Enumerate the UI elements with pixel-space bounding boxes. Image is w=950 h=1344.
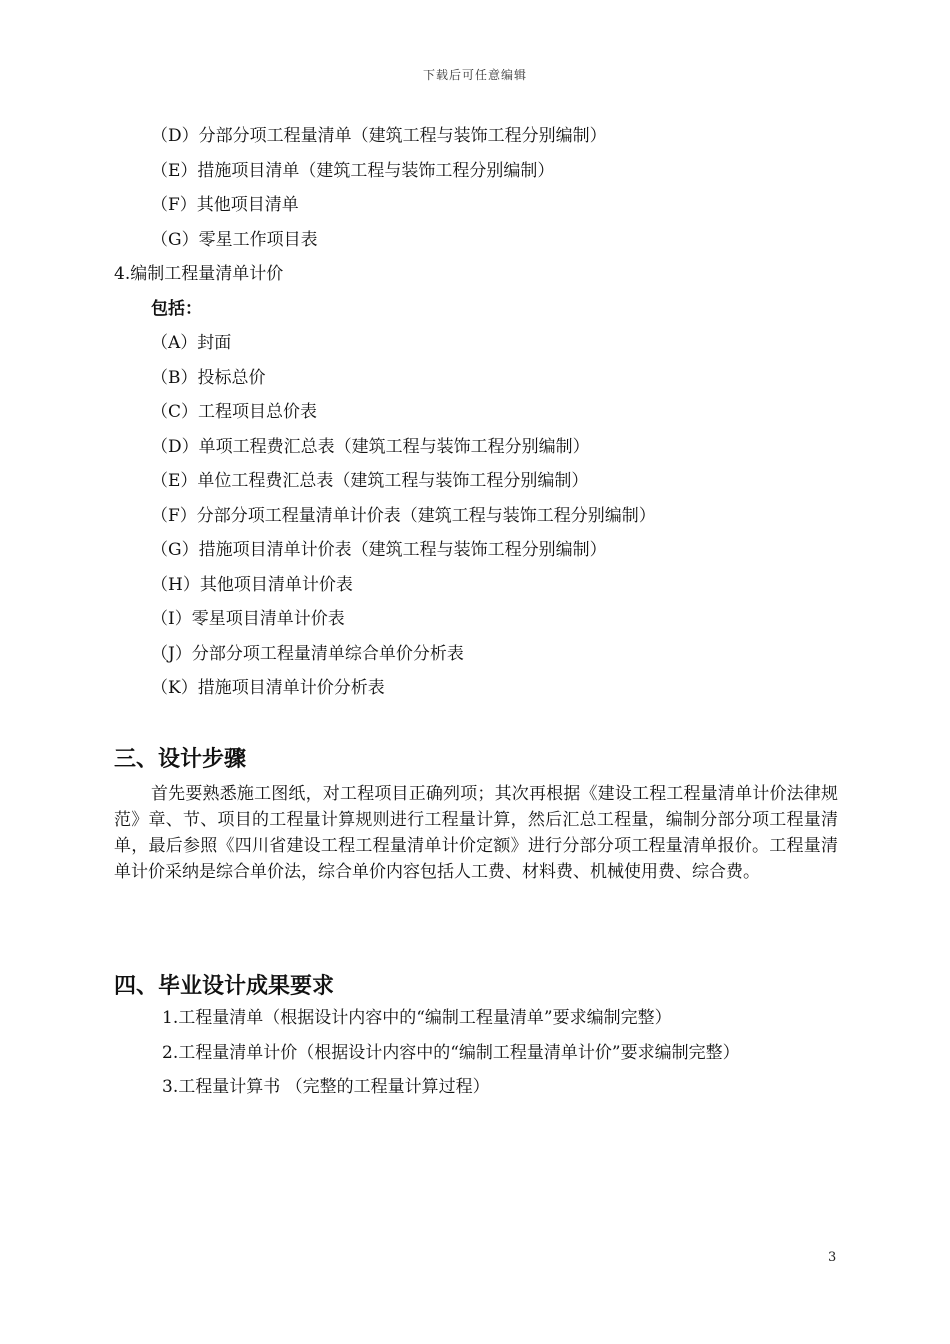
list-item: （D）单项工程费汇总表（建筑工程与装饰工程分别编制） (151, 437, 590, 457)
list-item: （C）工程项目总价表 (151, 402, 318, 422)
list-item: （B）投标总价 (151, 368, 266, 388)
item-4-title: 4.编制工程量清单计价 (114, 264, 284, 284)
list-item: （H）其他项目清单计价表 (151, 575, 353, 595)
list-item: （K）措施项目清单计价分析表 (151, 678, 385, 698)
list-item: （G）措施项目清单计价表（建筑工程与装饰工程分别编制） (151, 540, 607, 560)
page-header: 下载后可任意编辑 (422, 68, 527, 82)
list-item: （E）单位工程费汇总表（建筑工程与装饰工程分别编制） (151, 471, 589, 491)
list-item: （G）零星工作项目表 (151, 230, 318, 250)
list-item: （F）分部分项工程量清单计价表（建筑工程与装饰工程分别编制） (151, 506, 656, 526)
section-3-heading: 三、设计步骤 (114, 747, 247, 772)
page-number: 3 (828, 1250, 837, 1265)
section-3-paragraph: 首先要熟悉施工图纸，对工程项目正确列项；其次再根据《建设工程工程量清单计价法律规范》章、节、项目的工程量计算规则进行工程量计算，然后汇总工程量，编制分部分项工程量清单，最后参照《四川省建设工程工程量清单计价定额》进行分部分项工程量清单报价。工程量清单计价采纳是综合单价法，综合单价内容包括人工费、材料费、机械使用费、综合费。 (114, 784, 838, 882)
includes-label: 包括： (151, 299, 202, 319)
list-item: （A）封面 (151, 333, 232, 353)
list-item: （E）措施项目清单（建筑工程与装饰工程分别编制） (151, 161, 555, 181)
list-item: （J）分部分项工程量清单综合单价分析表 (151, 644, 464, 664)
list-item: （F）其他项目清单 (151, 195, 299, 215)
section-4-heading: 四、毕业设计成果要求 (114, 974, 335, 999)
list-item: （I）零星项目清单计价表 (151, 609, 345, 629)
requirement-item: 2.工程量清单计价（根据设计内容中的“编制工程量清单计价”要求编制完整） (162, 1043, 740, 1063)
list-item: （D）分部分项工程量清单（建筑工程与装饰工程分别编制） (151, 126, 607, 146)
requirement-item: 1.工程量清单（根据设计内容中的“编制工程量清单”要求编制完整） (162, 1008, 672, 1028)
requirement-item: 3.工程量计算书 （完整的工程量计算过程） (162, 1077, 490, 1097)
